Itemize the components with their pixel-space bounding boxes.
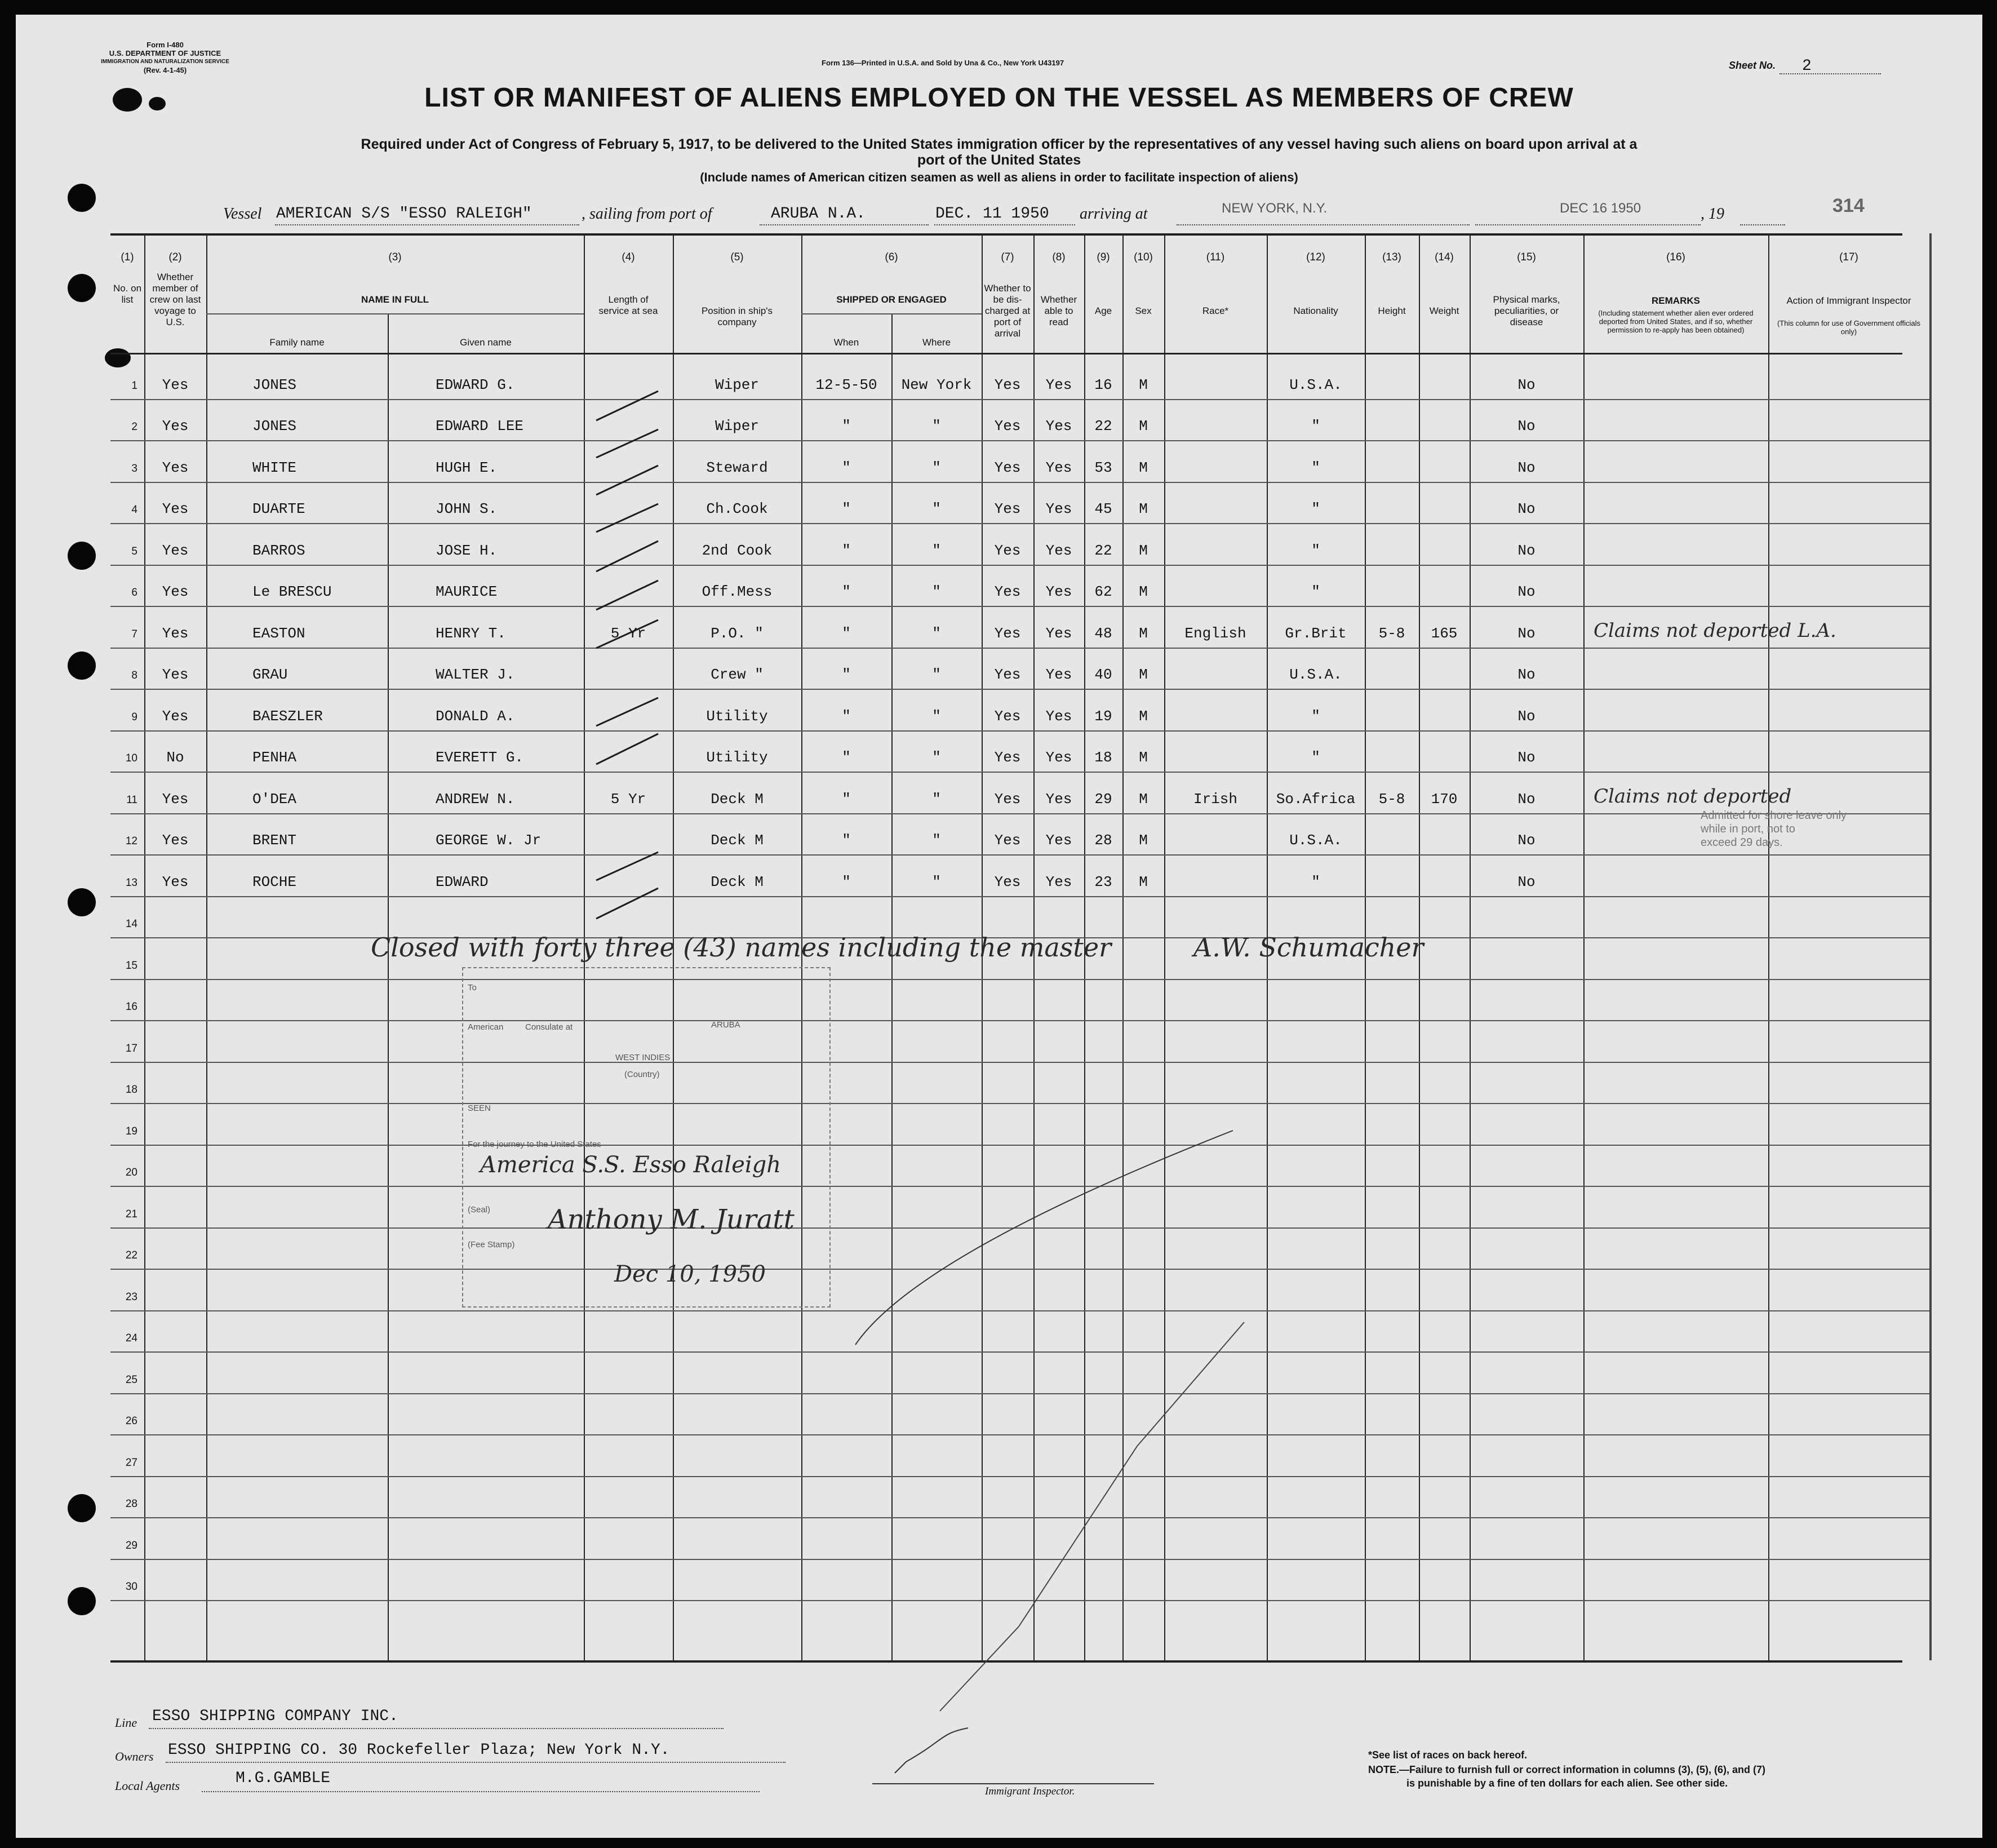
cell-remarks: Claims not deported <box>1594 785 1792 808</box>
cell-position: Deck M <box>711 832 764 849</box>
col-header-where: Where <box>922 337 951 348</box>
stamp-consulate-2: Consulate at <box>525 1022 573 1032</box>
cell-marks: No <box>1517 708 1536 725</box>
row-number: 12 <box>125 835 137 847</box>
cell-age: 45 <box>1094 500 1112 517</box>
row-number: 9 <box>131 711 137 723</box>
cell-family: JONES <box>252 376 297 393</box>
stamp-country: (Country) <box>624 1070 660 1079</box>
vessel-name: AMERICAN S/S "ESSO RALEIGH" <box>276 205 532 223</box>
cell-when: " <box>842 542 851 559</box>
cell-position: Wiper <box>715 376 759 393</box>
stamp-seen: SEEN <box>468 1104 491 1113</box>
cell-sex: M <box>1139 791 1148 808</box>
stamp-consulate-1: American <box>468 1022 504 1032</box>
cell-where: " <box>932 542 941 559</box>
cell-given: EDWARD <box>436 874 489 890</box>
cell-marks: No <box>1517 791 1536 808</box>
row-number: 7 <box>131 628 137 640</box>
stamp-seal: (Seal) <box>468 1205 491 1215</box>
col-header-nationality: Nationality <box>1293 305 1338 316</box>
col-header-family: Family name <box>269 337 325 348</box>
col-header-weight: Weight <box>1429 305 1459 316</box>
cell-read: Yes <box>1045 459 1072 476</box>
form-number: Form I-480 <box>147 41 184 49</box>
line-label: Line <box>115 1716 137 1730</box>
cell-read: Yes <box>1045 542 1072 559</box>
row-number: 11 <box>126 794 137 806</box>
cell-age: 40 <box>1094 666 1112 683</box>
cell-disch: Yes <box>994 749 1021 766</box>
cell-disch: Yes <box>994 625 1021 642</box>
cell-marks: No <box>1517 749 1536 766</box>
col-num-9: (9) <box>1097 251 1110 263</box>
cell-read: Yes <box>1045 583 1072 600</box>
cell-crew: Yes <box>162 666 189 683</box>
cell-sex: M <box>1139 874 1148 890</box>
cell-read: Yes <box>1045 874 1072 890</box>
cell-position: P.O. " <box>711 625 764 642</box>
cell-crew: Yes <box>162 791 189 808</box>
cell-read: Yes <box>1045 418 1072 435</box>
note-fine: is punishable by a fine of ten dollars for each alien. See other side. <box>1406 1778 1728 1789</box>
note-failure: NOTE.—Failure to furnish full or correct information in columns (3), (5), (6), and (7) <box>1368 1764 1766 1775</box>
col-header-action-note: (This column for use of Government officials only) <box>1777 319 1921 336</box>
cell-family: ROCHE <box>252 874 297 890</box>
sheet-number: 2 <box>1802 57 1812 75</box>
page-title: LIST OR MANIFEST OF ALIENS EMPLOYED ON THE VESSEL AS MEMBERS OF CREW <box>424 83 1574 113</box>
cell-crew: Yes <box>162 542 189 559</box>
cell-crew: Yes <box>162 708 189 725</box>
cell-position: Crew " <box>711 666 764 683</box>
cell-age: 22 <box>1094 418 1112 435</box>
row-number: 21 <box>125 1208 137 1220</box>
agents-value: M.G.GAMBLE <box>236 1770 331 1787</box>
cell-crew: Yes <box>162 459 189 476</box>
cell-disch: Yes <box>994 832 1021 849</box>
cell-marks: No <box>1517 418 1536 435</box>
cell-family: BRENT <box>252 832 297 849</box>
cell-age: 48 <box>1094 625 1112 642</box>
cell-where: " <box>932 500 941 517</box>
admit-stamp-line-3: exceed 29 days. <box>1701 836 1783 849</box>
col-num-5: (5) <box>730 251 744 263</box>
cell-position: Steward <box>706 459 768 476</box>
row-number: 30 <box>125 1581 137 1593</box>
cell-disch: Yes <box>994 666 1021 683</box>
cell-read: Yes <box>1045 708 1072 725</box>
arriving-port: NEW YORK, N.Y. <box>1222 201 1328 216</box>
cell-read: Yes <box>1045 500 1072 517</box>
cell-nat: U.S.A. <box>1289 666 1342 683</box>
cell-crew: Yes <box>162 625 189 642</box>
cell-nat: U.S.A. <box>1289 376 1342 393</box>
col-header-height: Height <box>1378 305 1406 316</box>
cell-given: HENRY T. <box>436 625 506 642</box>
col-num-6: (6) <box>885 251 898 263</box>
cell-sex: M <box>1139 500 1148 517</box>
row-number: 15 <box>125 960 137 972</box>
closing-note: Closed with forty three (43) names including the master <box>371 932 1112 963</box>
owners-label: Owners <box>115 1749 154 1763</box>
note-races: *See list of races on back hereof. <box>1368 1749 1528 1761</box>
cell-position: Deck M <box>711 874 764 890</box>
sheet-label: Sheet No. <box>1729 60 1776 71</box>
cell-given: ANDREW N. <box>436 791 515 808</box>
cell-where: " <box>932 583 941 600</box>
cell-disch: Yes <box>994 791 1021 808</box>
cell-age: 19 <box>1094 708 1112 725</box>
stamp-vessel-handwritten: America S.S. Esso Raleigh <box>480 1152 782 1178</box>
cell-sex: M <box>1139 749 1148 766</box>
col-num-11: (11) <box>1206 251 1225 263</box>
cell-sex: M <box>1139 459 1148 476</box>
cell-when: " <box>842 749 851 766</box>
department: U.S. DEPARTMENT OF JUSTICE <box>109 49 221 57</box>
col-num-4: (4) <box>622 251 635 263</box>
cell-age: 29 <box>1094 791 1112 808</box>
row-number: 19 <box>125 1125 137 1137</box>
cell-crew: Yes <box>162 832 189 849</box>
cell-age: 16 <box>1094 376 1112 393</box>
row-number: 28 <box>125 1498 137 1510</box>
col-header-discharged: Whether to be dis-charged at port of arrival <box>984 283 1031 339</box>
cell-marks: No <box>1517 500 1536 517</box>
stamp-place: ARUBA <box>711 1020 740 1030</box>
cell-position: Wiper <box>715 418 759 435</box>
row-number: 24 <box>125 1332 137 1344</box>
stamp-date-handwritten: Dec 10, 1950 <box>614 1261 766 1287</box>
cell-position: 2nd Cook <box>702 542 773 559</box>
cell-read: Yes <box>1045 666 1072 683</box>
cell-race: Irish <box>1193 791 1237 808</box>
cell-read: Yes <box>1045 832 1072 849</box>
cell-family: JONES <box>252 418 297 435</box>
cell-where: " <box>932 791 941 808</box>
col-num-13: (13) <box>1382 251 1401 263</box>
line-field-line <box>149 1728 724 1729</box>
cell-family: BAESZLER <box>252 708 323 725</box>
cell-age: 53 <box>1094 459 1112 476</box>
cell-where: " <box>932 749 941 766</box>
cell-marks: No <box>1517 583 1536 600</box>
cell-disch: Yes <box>994 500 1021 517</box>
col-num-7: (7) <box>1001 251 1014 263</box>
stamp-journey: For the journey to the United States <box>468 1140 601 1149</box>
cell-nat: " <box>1311 542 1320 559</box>
cell-marks: No <box>1517 376 1536 393</box>
col-header-when: When <box>833 337 859 348</box>
row-number: 29 <box>125 1540 137 1552</box>
cell-crew: Yes <box>162 418 189 435</box>
col-header-no: No. on list <box>113 283 142 305</box>
cell-given: MAURICE <box>436 583 498 600</box>
cell-disch: Yes <box>994 708 1021 725</box>
stamp-number: 314 <box>1832 195 1865 216</box>
cell-disch: Yes <box>994 459 1021 476</box>
col-header-crew: Whether member of crew on last voyage to U.S. <box>149 272 201 327</box>
service-slash-marks <box>16 15 1982 1838</box>
cell-family: O'DEA <box>252 791 297 808</box>
arrival-date-stamp: DEC 16 1950 <box>1560 201 1641 216</box>
cell-disch: Yes <box>994 418 1021 435</box>
col-num-12: (12) <box>1306 251 1325 263</box>
manifest-sheet <box>16 15 1982 1838</box>
col-num-14: (14) <box>1435 251 1454 263</box>
cell-marks: No <box>1517 459 1536 476</box>
year-label: , 19 <box>1701 205 1724 223</box>
cell-family: WHITE <box>252 459 297 476</box>
cell-family: DUARTE <box>252 500 305 517</box>
sailing-label: , sailing from port of <box>582 205 712 223</box>
service-name: IMMIGRATION AND NATURALIZATION SERVICE <box>101 59 229 65</box>
cell-weight: 165 <box>1431 625 1458 642</box>
cell-when: " <box>842 583 851 600</box>
cell-position: Off.Mess <box>702 583 773 600</box>
cell-when: 12-5-50 <box>815 376 877 393</box>
row-number: 6 <box>131 587 137 599</box>
cell-given: EDWARD G. <box>436 376 515 393</box>
cell-where: " <box>932 832 941 849</box>
cell-crew: Yes <box>162 583 189 600</box>
arriving-label: arriving at <box>1080 205 1148 223</box>
admit-stamp-line-2: while in port, not to <box>1701 823 1795 835</box>
cell-nat: U.S.A. <box>1289 832 1342 849</box>
cell-sex: M <box>1139 376 1148 393</box>
cell-family: GRAU <box>252 666 288 683</box>
cell-given: JOHN S. <box>436 500 498 517</box>
cell-nat: " <box>1311 500 1320 517</box>
col-header-race: Race* <box>1202 305 1229 316</box>
cell-given: HUGH E. <box>436 459 498 476</box>
cell-where: New York <box>901 376 972 393</box>
cell-sex: M <box>1139 418 1148 435</box>
row-number: 14 <box>125 918 137 930</box>
row-number: 27 <box>125 1457 137 1469</box>
stamp-fee: (Fee Stamp) <box>468 1240 515 1249</box>
col-num-10: (10) <box>1134 251 1153 263</box>
row-number: 3 <box>131 463 137 475</box>
cell-crew: Yes <box>162 376 189 393</box>
cell-disch: Yes <box>994 583 1021 600</box>
col-header-remarks: REMARKS <box>1652 295 1700 306</box>
printer-note: Form 136—Printed in U.S.A. and Sold by Una & Co., New York U43197 <box>822 59 1064 67</box>
cell-age: 18 <box>1094 749 1112 766</box>
cell-when: " <box>842 625 851 642</box>
cell-service: 5 Yr <box>610 791 646 808</box>
row-number: 25 <box>125 1374 137 1386</box>
cell-remarks: Claims not deported L.A. <box>1594 619 1836 642</box>
cell-marks: No <box>1517 666 1536 683</box>
consul-signature: Anthony M. Juratt <box>548 1204 795 1235</box>
cell-weight: 170 <box>1431 791 1458 808</box>
col-header-position: Position in ship's company <box>701 305 773 327</box>
col-header-action: Action of Immigrant Inspector <box>1786 295 1911 306</box>
col-header-read: Whether able to read <box>1040 294 1077 327</box>
row-number: 17 <box>125 1043 137 1054</box>
cell-read: Yes <box>1045 625 1072 642</box>
cell-marks: No <box>1517 874 1536 890</box>
cell-when: " <box>842 500 851 517</box>
row-number: 26 <box>125 1415 137 1427</box>
cell-nat: " <box>1311 583 1320 600</box>
cell-height: 5-8 <box>1378 625 1405 642</box>
cell-nat: " <box>1311 459 1320 476</box>
cell-crew: Yes <box>162 500 189 517</box>
cell-crew: No <box>166 749 184 766</box>
owners-field-line <box>166 1762 786 1763</box>
cell-where: " <box>932 874 941 890</box>
cell-position: Ch.Cook <box>706 500 768 517</box>
col-header-given: Given name <box>460 337 512 348</box>
row-number: 8 <box>131 670 137 681</box>
cell-sex: M <box>1139 666 1148 683</box>
inspector-label: Immigrant Inspector. <box>985 1785 1075 1797</box>
cell-height: 5-8 <box>1378 791 1405 808</box>
cell-disch: Yes <box>994 542 1021 559</box>
row-number: 5 <box>131 546 137 557</box>
cell-where: " <box>932 666 941 683</box>
row-number: 16 <box>125 1001 137 1013</box>
owners-value: ESSO SHIPPING CO. 30 Rockefeller Plaza; New York N.Y. <box>168 1741 670 1759</box>
subtitle-3: (Include names of American citizen seamen as well as aliens in order to facilitate inspection of aliens) <box>700 170 1298 184</box>
row-number: 10 <box>125 752 137 764</box>
cell-sex: M <box>1139 583 1148 600</box>
cell-when: " <box>842 874 851 890</box>
cell-when: " <box>842 666 851 683</box>
cell-nat: So.Africa <box>1276 791 1356 808</box>
col-num-17: (17) <box>1839 251 1858 263</box>
row-number: 23 <box>125 1291 137 1303</box>
col-header-sex: Sex <box>1135 305 1152 316</box>
subtitle-2: port of the United States <box>917 152 1081 168</box>
cell-age: 23 <box>1094 874 1112 890</box>
cell-where: " <box>932 708 941 725</box>
col-num-15: (15) <box>1517 251 1536 263</box>
cell-disch: Yes <box>994 376 1021 393</box>
cell-family: BARROS <box>252 542 305 559</box>
cell-when: " <box>842 459 851 476</box>
col-num-8: (8) <box>1052 251 1066 263</box>
cell-disch: Yes <box>994 874 1021 890</box>
row-number: 4 <box>131 504 137 516</box>
sailing-date: DEC. 11 1950 <box>935 205 1049 223</box>
stamp-to: To <box>468 983 477 992</box>
col-num-3: (3) <box>388 251 402 263</box>
cell-crew: Yes <box>162 874 189 890</box>
cell-position: Utility <box>706 708 768 725</box>
admit-stamp-line-1: Admitted for shore leave only <box>1701 809 1847 822</box>
col-header-age: Age <box>1094 305 1112 316</box>
cell-sex: M <box>1139 625 1148 642</box>
cell-sex: M <box>1139 832 1148 849</box>
cell-given: DONALD A. <box>436 708 515 725</box>
cell-family: Le BRESCU <box>252 583 332 600</box>
cell-given: JOSE H. <box>436 542 498 559</box>
col-header-shipped: SHIPPED OR ENGAGED <box>836 294 947 305</box>
row-number: 1 <box>131 380 137 392</box>
col-num-1: (1) <box>121 251 134 263</box>
cell-given: WALTER J. <box>436 666 515 683</box>
cell-given: GEORGE W. Jr <box>436 832 542 849</box>
cell-nat: Gr.Brit <box>1285 625 1347 642</box>
cell-service: 5 Yr <box>610 625 646 642</box>
cell-read: Yes <box>1045 791 1072 808</box>
row-number: 2 <box>131 421 137 433</box>
cell-given: EDWARD LEE <box>436 418 524 435</box>
col-num-2: (2) <box>168 251 182 263</box>
cell-sex: M <box>1139 708 1148 725</box>
cell-position: Utility <box>706 749 768 766</box>
col-header-service: Length of service at sea <box>598 294 658 316</box>
col-header-name: NAME IN FULL <box>361 294 429 305</box>
consular-stamp <box>462 967 831 1308</box>
cell-race: English <box>1184 625 1246 642</box>
cell-family: EASTON <box>252 625 305 642</box>
cell-family: PENHA <box>252 749 297 766</box>
revision: (Rev. 4-1-45) <box>143 66 187 74</box>
col-header-marks: Physical marks, peculiarities, or disease <box>1493 294 1560 327</box>
cell-when: " <box>842 832 851 849</box>
cell-when: " <box>842 708 851 725</box>
sailing-port: ARUBA N.A. <box>771 205 866 223</box>
cell-nat: " <box>1311 418 1320 435</box>
cell-age: 22 <box>1094 542 1112 559</box>
cell-position: Deck M <box>711 791 764 808</box>
subtitle-1: Required under Act of Congress of February 5, 1917, to be delivered to the United States immigration officer by the representatives of any vessel having such aliens on board upon arrival at a <box>361 136 1637 152</box>
row-number: 22 <box>125 1249 137 1261</box>
cell-given: EVERETT G. <box>436 749 524 766</box>
cell-read: Yes <box>1045 376 1072 393</box>
cell-when: " <box>842 791 851 808</box>
cell-where: " <box>932 459 941 476</box>
col-num-16: (16) <box>1666 251 1685 263</box>
cell-where: " <box>932 418 941 435</box>
line-value: ESSO SHIPPING COMPANY INC. <box>152 1708 398 1725</box>
cell-sex: M <box>1139 542 1148 559</box>
vessel-label: Vessel <box>223 205 262 223</box>
inspector-signature-line <box>872 1783 1154 1784</box>
row-number: 20 <box>125 1167 137 1178</box>
cell-when: " <box>842 418 851 435</box>
agents-field-line <box>202 1791 760 1792</box>
cell-marks: No <box>1517 832 1536 849</box>
cell-age: 62 <box>1094 583 1112 600</box>
agents-label: Local Agents <box>115 1779 180 1793</box>
cell-age: 28 <box>1094 832 1112 849</box>
cell-nat: " <box>1311 708 1320 725</box>
cell-where: " <box>932 625 941 642</box>
cell-nat: " <box>1311 874 1320 890</box>
row-number: 13 <box>125 877 137 889</box>
col-header-remarks-note: (Including statement whether alien ever ordered deported from United States, and if so, whether permission to re-apply has been obtained) <box>1598 309 1754 334</box>
cell-nat: " <box>1311 749 1320 766</box>
master-signature: A.W. Schumacher <box>1193 932 1424 963</box>
cell-marks: No <box>1517 625 1536 642</box>
cell-marks: No <box>1517 542 1536 559</box>
row-number: 18 <box>125 1084 137 1096</box>
stamp-region: WEST INDIES <box>615 1053 671 1062</box>
cell-read: Yes <box>1045 749 1072 766</box>
